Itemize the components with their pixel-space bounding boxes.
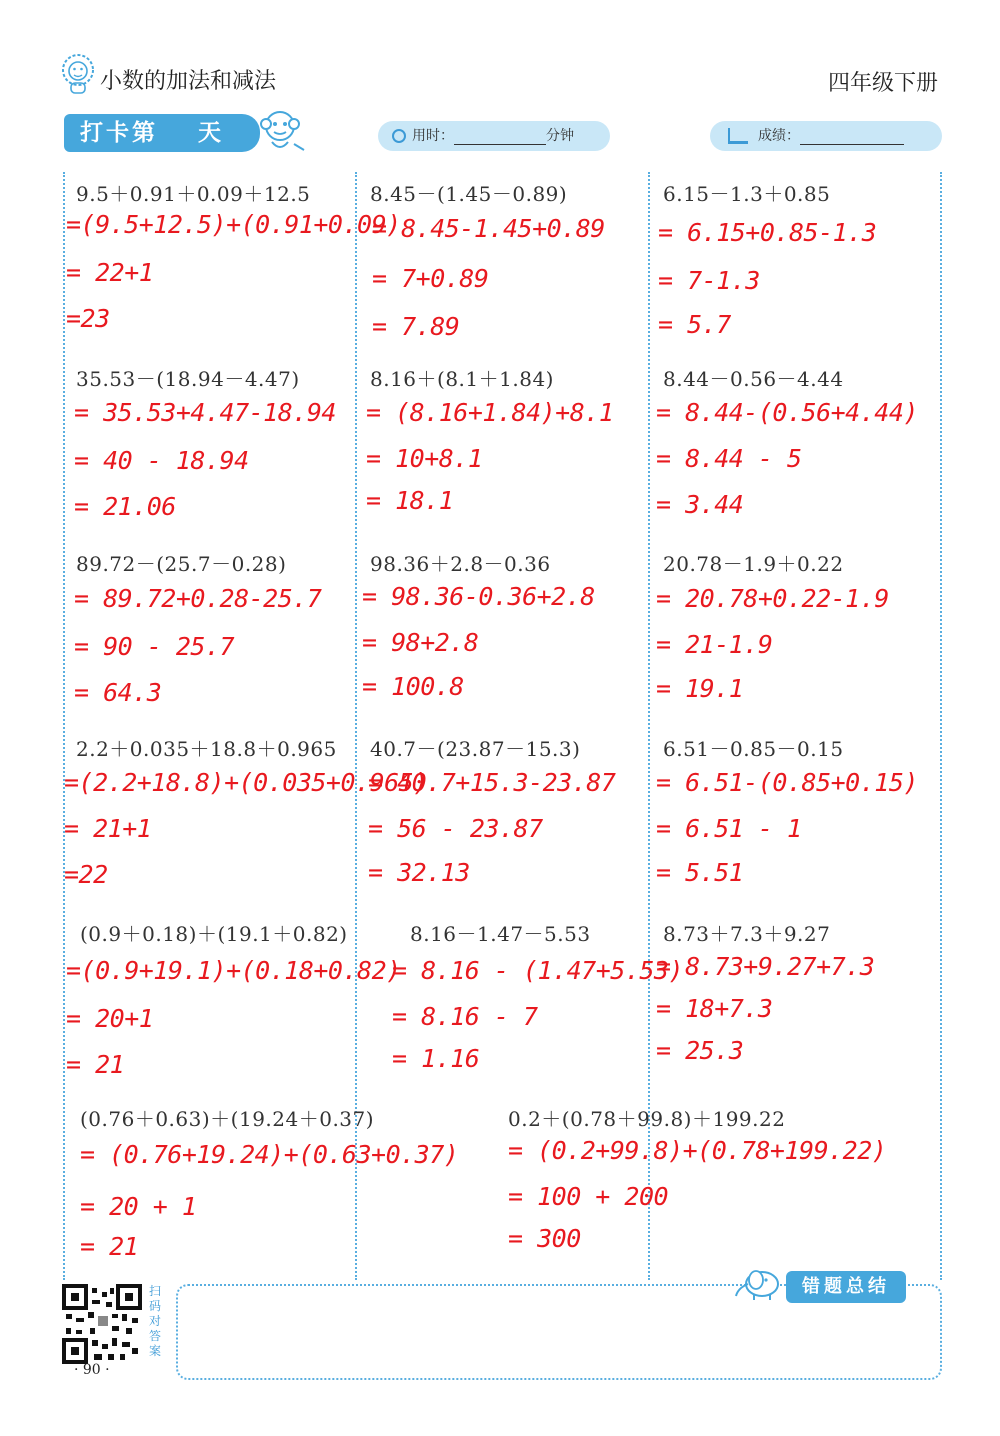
page-number: · 90 · bbox=[74, 1362, 110, 1378]
handwritten-step: = 300 bbox=[508, 1224, 581, 1253]
handwritten-step: = (8.16+1.84)+8.1 bbox=[366, 398, 614, 427]
handwritten-step: = 32.13 bbox=[368, 858, 470, 887]
handwritten-step: = 40.7+15.3-23.87 bbox=[368, 768, 616, 797]
handwritten-step: = 100 + 200 bbox=[508, 1182, 669, 1211]
handwritten-step: = 89.72+0.28-25.7 bbox=[74, 584, 322, 613]
problem-expression: 2.2＋0.035＋18.8＋0.965 bbox=[76, 737, 337, 761]
handwritten-step: = 6.15+0.85-1.3 bbox=[658, 218, 877, 247]
handwritten-step: = 100.8 bbox=[362, 672, 464, 701]
mistake-summary-title: 错题总结 bbox=[786, 1271, 906, 1303]
time-field bbox=[378, 121, 610, 151]
handwritten-step: = 8.45-1.45+0.89 bbox=[372, 214, 605, 243]
handwritten-step: = (0.76+19.24)+(0.63+0.37) bbox=[80, 1140, 459, 1169]
score-label: 成绩： bbox=[758, 128, 800, 144]
problem-expression: 8.73＋7.3＋9.27 bbox=[663, 922, 831, 946]
handwritten-step: = 5.51 bbox=[656, 858, 744, 887]
column-divider-right bbox=[940, 172, 942, 1280]
problem-expression: 8.16＋(8.1＋1.84) bbox=[370, 367, 554, 391]
handwritten-step: = 6.51 - 1 bbox=[656, 814, 802, 843]
problem-expression: 6.51－0.85－0.15 bbox=[663, 737, 844, 761]
handwritten-step: = 3.44 bbox=[656, 490, 744, 519]
handwritten-step: = 8.16 - 7 bbox=[392, 1002, 538, 1031]
problem-expression: 35.53－(18.94－4.47) bbox=[76, 367, 300, 391]
handwritten-step: = (0.2+99.8)+(0.78+199.22) bbox=[508, 1136, 887, 1165]
time-unit: 分钟 bbox=[546, 128, 574, 144]
handwritten-step: = 90 - 25.7 bbox=[74, 632, 235, 661]
problem-expression: 40.7－(23.87－15.3) bbox=[370, 737, 581, 761]
problem-expression: 8.16－1.47－5.53 bbox=[410, 922, 591, 946]
clock-icon bbox=[392, 129, 406, 143]
problem-expression: 98.36＋2.8－0.36 bbox=[370, 552, 551, 576]
handwritten-step: = 8.16 - (1.47+5.53) bbox=[392, 956, 684, 985]
handwritten-step: = 8.73+9.27+7.3 bbox=[656, 952, 875, 981]
handwritten-step: = 19.1 bbox=[656, 674, 744, 703]
flag-icon bbox=[728, 128, 748, 144]
handwritten-step: = 5.7 bbox=[658, 310, 731, 339]
handwritten-step: = 6.51-(0.85+0.15) bbox=[656, 768, 918, 797]
handwritten-step: = 20.78+0.22-1.9 bbox=[656, 584, 889, 613]
lion-mascot-icon bbox=[58, 52, 98, 96]
checkin-label-prefix: 打卡第 bbox=[80, 120, 158, 146]
handwritten-step: =22 bbox=[64, 860, 108, 889]
handwritten-step: = 7.89 bbox=[372, 312, 460, 341]
problem-expression: 20.78－1.9＋0.22 bbox=[663, 552, 844, 576]
handwritten-step: =(0.9+19.1)+(0.18+0.82) bbox=[66, 956, 401, 985]
handwritten-step: = 22+1 bbox=[66, 258, 154, 287]
problem-expression: (0.9＋0.18)＋(19.1＋0.82) bbox=[80, 922, 348, 946]
elephant-mascot-icon bbox=[730, 1262, 786, 1302]
checkin-banner bbox=[64, 114, 260, 152]
handwritten-step: =(9.5+12.5)+(0.91+0.09) bbox=[66, 210, 401, 239]
problem-expression: 0.2＋(0.78＋99.8)＋199.22 bbox=[508, 1107, 786, 1131]
grade-label: 四年级下册 bbox=[827, 71, 938, 96]
handwritten-step: = 8.44-(0.56+4.44) bbox=[656, 398, 918, 427]
handwritten-step: =(2.2+18.8)+(0.035+0.965) bbox=[64, 768, 428, 797]
qr-label: 扫码对答案 bbox=[149, 1284, 162, 1358]
handwritten-step: = 8.44 - 5 bbox=[656, 444, 802, 473]
handwritten-step: = 21 bbox=[66, 1050, 125, 1079]
problem-expression: 89.72－(25.7－0.28) bbox=[76, 552, 287, 576]
handwritten-step: = 21 bbox=[80, 1232, 139, 1261]
handwritten-step: = 21-1.9 bbox=[656, 630, 773, 659]
handwritten-step: = 40 - 18.94 bbox=[74, 446, 249, 475]
checkin-label-suffix: 天 bbox=[198, 120, 224, 146]
handwritten-step: = 7+0.89 bbox=[372, 264, 489, 293]
time-input-blank[interactable] bbox=[454, 128, 546, 145]
problem-expression: 9.5＋0.91＋0.09＋12.5 bbox=[76, 182, 311, 206]
handwritten-step: = 1.16 bbox=[392, 1044, 480, 1073]
handwritten-step: = 7-1.3 bbox=[658, 266, 760, 295]
handwritten-step: = 18.1 bbox=[366, 486, 454, 515]
handwritten-step: = 20 + 1 bbox=[80, 1192, 197, 1221]
monkey-mascot-icon bbox=[254, 104, 310, 160]
handwritten-step: = 35.53+4.47-18.94 bbox=[74, 398, 336, 427]
handwritten-step: = 98+2.8 bbox=[362, 628, 479, 657]
handwritten-step: = 21+1 bbox=[64, 814, 152, 843]
column-divider-left bbox=[63, 172, 65, 1280]
problem-expression: 8.45－(1.45－0.89) bbox=[370, 182, 568, 206]
problem-expression: (0.76＋0.63)＋(19.24＋0.37) bbox=[80, 1107, 375, 1131]
handwritten-step: = 56 - 23.87 bbox=[368, 814, 543, 843]
problem-expression: 6.15－1.3＋0.85 bbox=[663, 182, 831, 206]
handwritten-step: = 21.06 bbox=[74, 492, 176, 521]
score-field bbox=[710, 121, 942, 151]
handwritten-step: = 20+1 bbox=[66, 1004, 154, 1033]
handwritten-step: =23 bbox=[66, 304, 110, 333]
handwritten-step: = 25.3 bbox=[656, 1036, 744, 1065]
handwritten-step: = 18+7.3 bbox=[656, 994, 773, 1023]
page-title: 小数的加法和减法 bbox=[100, 69, 277, 94]
score-input-blank[interactable] bbox=[800, 128, 904, 145]
time-label: 用时： bbox=[412, 128, 454, 144]
handwritten-step: = 98.36-0.36+2.8 bbox=[362, 582, 595, 611]
problem-expression: 8.44－0.56－4.44 bbox=[663, 367, 844, 391]
qr-code-icon[interactable] bbox=[62, 1284, 142, 1364]
handwritten-step: = 10+8.1 bbox=[366, 444, 483, 473]
handwritten-step: = 64.3 bbox=[74, 678, 162, 707]
